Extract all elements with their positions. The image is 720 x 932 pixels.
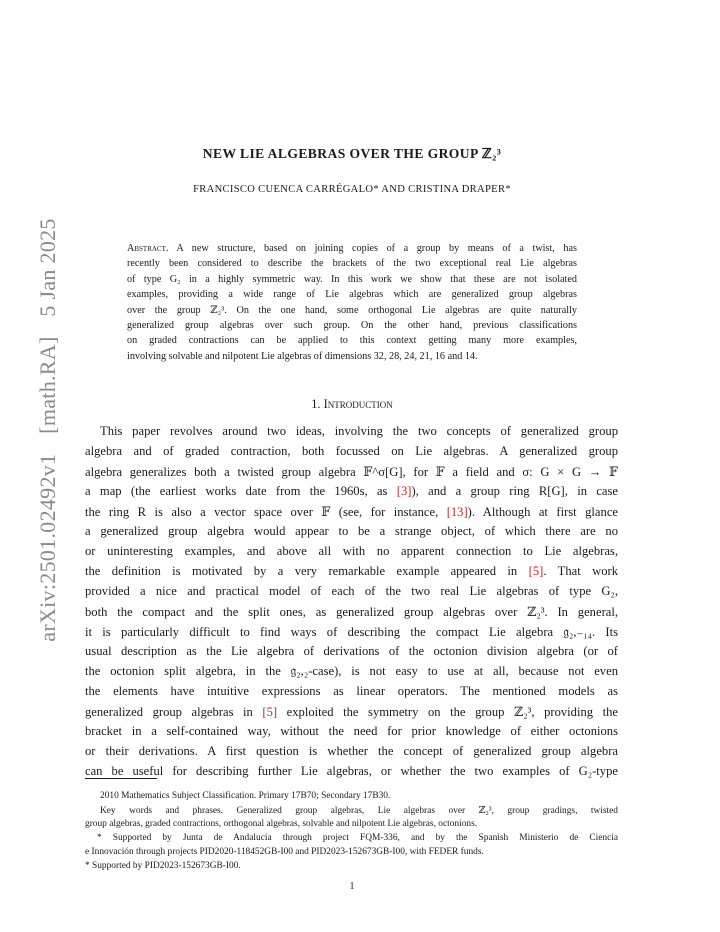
- citation-link[interactable]: [5]: [262, 705, 278, 719]
- abstract-line: on graded contractions can be applied to this context getting many more examples,: [127, 335, 577, 347]
- footnote-funding-2: * Supported by PID2023-152673GB-I00.: [85, 861, 241, 871]
- body-line: both the compact and the split ones, as generalized group algebras over ℤ₂³. In general,: [85, 605, 618, 619]
- body-line: This paper revolves around two ideas, involving the two concepts of generalized group: [100, 424, 618, 438]
- body-line: the definition is motivated by a very remarkable example appeared in [5]. That work: [85, 564, 618, 578]
- paper-title: NEW LIE ALGEBRAS OVER THE GROUP ℤ₂³: [202, 146, 502, 161]
- footnote-funding-1-cont: e Innovación through projects PID2020-118452GB-I00 and PID2023-152673GB-I00, with FEDER funds.: [85, 847, 484, 857]
- footnote-keywords-cont: group algebras, graded contractions, orthogonal algebras, solvable and nilpotent Lie algebras, octonions.: [85, 819, 478, 829]
- section-heading: [0, 397, 704, 412]
- footnote-rule: [85, 778, 157, 779]
- abstract-line: Abstract. A new structure, based on joining copies of a group by means of a twist, has: [127, 243, 577, 254]
- footnote-msc: 2010 Mathematics Subject Classification. Primary 17B70; Secondary 17B30.: [100, 791, 391, 801]
- body-line: provided a nice and practical model of each of the two real Lie algebras of type G₂,: [85, 584, 618, 598]
- section-title: Introduction: [323, 397, 393, 411]
- abstract-line: over the group ℤ₂³. On the one hand, some orthogonal Lie algebras are quite naturally: [127, 304, 577, 316]
- section-number: 1.: [311, 397, 321, 411]
- body-line: a generalized group algebra would appear to be a strange object, of which there are no: [85, 524, 618, 538]
- page-number: 1: [349, 881, 355, 892]
- body-line: algebra generalizes both a twisted group algebra 𝔽^σ[G], for 𝔽 a field and σ: G × G → 𝔽: [85, 465, 618, 479]
- footnote-keywords: Key words and phrases. Generalized group algebras, Lie algebras over ℤ₂³, group gradings, twisted: [100, 806, 618, 816]
- body-line: the ring R is also a vector space over 𝔽 (see, for instance, [13]). Although at first glance: [85, 505, 618, 519]
- body-line: or uninteresting examples, and above all with no apparent connection to Lie algebras,: [85, 544, 618, 558]
- body-line: a map (the earliest works date from the 1960s, as [3]), and a group ring R[G], in case: [85, 484, 618, 498]
- body-line: or their derivations. A first question is whether the concept of generalized group algebra: [85, 744, 618, 758]
- citation-link[interactable]: [13]: [446, 505, 468, 519]
- body-line: algebra and of graded contraction, both focussed on Lie algebras. A generalized group: [85, 444, 618, 458]
- abstract-line: involving solvable and nilpotent Lie algebras of dimensions 32, 28, 24, 21, 16 and 14.: [127, 350, 478, 362]
- paper-authors: FRANCISCO CUENCA CARRÉGALO* AND CRISTINA DRAPER*: [193, 184, 511, 195]
- footnote-funding-1: * Supported by Junta de Andalucía through project FQM-336, and by the Spanish Ministerio de Ciencia: [97, 833, 618, 843]
- body-line: it is particularly difficult to find ways of describing the compact Lie algebra 𝔤₂,₋₁₄. Its: [85, 625, 618, 639]
- arxiv-id: arXiv:2501.02492v1: [35, 453, 60, 642]
- abstract-line: recently been considered to describe the brackets of the two exceptional real Lie algebras: [127, 258, 577, 270]
- abstract-label: Abstract.: [127, 243, 169, 254]
- body-line: can be useful for describing further Lie algebras, or whether the two examples of G₂-type: [85, 764, 618, 778]
- arxiv-date: 5 Jan 2025: [35, 218, 60, 317]
- arxiv-category: [math.RA]: [35, 336, 60, 434]
- abstract-line: examples, providing a wide range of Lie algebras which are generalized group algebras: [127, 289, 577, 301]
- arxiv-side-stamp: [35, 211, 61, 648]
- citation-link[interactable]: [3]: [396, 484, 412, 498]
- body-line: the octonion split algebra, in the 𝔤₂,₂-case), is not easy to use at all, because not even: [85, 664, 618, 678]
- body-line: usual description as the Lie algebra of derivations of the octonion division algebra (or of: [85, 644, 618, 658]
- abstract-line: generalized group algebras over such group. On the other hand, previous classifications: [127, 320, 577, 331]
- body-line: generalized group algebras in [5] exploited the symmetry on the group ℤ₂³, providing the: [85, 705, 619, 719]
- citation-link[interactable]: [5]: [528, 564, 544, 578]
- body-line: the elements have intuitive expressions as linear operators. The mentioned models as: [85, 684, 618, 698]
- abstract-line: of type G₂ in a highly symmetric way. In this work we show that these are not isolated: [127, 273, 577, 285]
- body-line: bracket in a self-contained way, without the need for prior knowledge of either octonions: [85, 724, 618, 738]
